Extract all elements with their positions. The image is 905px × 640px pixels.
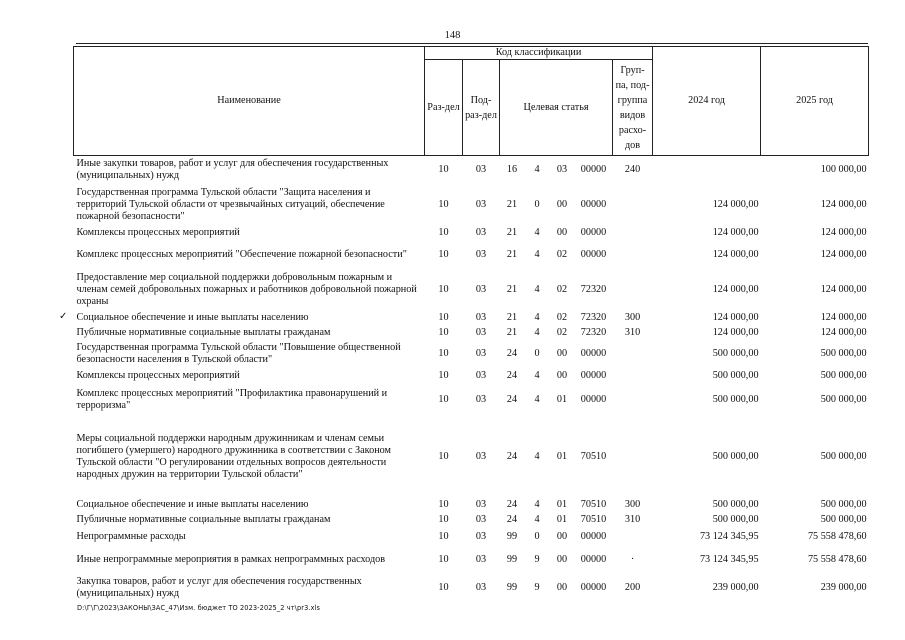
row-target-program: 24 <box>506 513 518 525</box>
row-target-direction: 70510 <box>580 450 607 462</box>
row-subsection: 03 <box>475 249 487 260</box>
row-section: 10 <box>438 498 449 510</box>
row-section: 10 <box>438 369 449 381</box>
table-row <box>74 311 869 326</box>
row-expense-group <box>613 417 653 497</box>
row-name: Государственная программа Тульской области "Защита населения и территорий Тульской области от чрезвычайных ситуаций, обеспечение пожарной безопасности" <box>76 187 385 222</box>
row-section: 10 <box>438 394 449 405</box>
table-row <box>74 497 869 513</box>
row-target-type: 4 <box>534 284 540 295</box>
row-name: Публичные нормативные социальные выплаты гражданам <box>76 513 331 525</box>
row-section: 10 <box>438 249 449 260</box>
row-target-program: 99 <box>506 582 518 593</box>
row-name: Иные непрограммные мероприятия в рамках непрограммных расходов <box>76 553 386 565</box>
row-name: Социальное обеспечение и иные выплаты населению <box>76 312 309 323</box>
row-target-subprogram: 01 <box>556 450 568 462</box>
row-section: 10 <box>438 199 449 210</box>
row-target-program: 21 <box>506 327 518 338</box>
row-name: Публичные нормативные социальные выплаты гражданам <box>76 327 331 338</box>
row-amount-2024: 500 000,00 <box>712 348 759 359</box>
row-expense-group <box>613 241 653 270</box>
row-target-type: 0 <box>534 348 540 359</box>
row-amount-2024 <box>653 156 761 185</box>
row-subsection: 03 <box>475 164 487 176</box>
row-target-type: 0 <box>534 531 540 542</box>
budget-table <box>73 46 869 605</box>
table-row <box>74 417 869 497</box>
row-target-type: 0 <box>534 199 540 210</box>
row-amount-2025: 100 000,00 <box>820 164 867 176</box>
row-section: 10 <box>438 312 449 323</box>
row-target-program: 24 <box>506 394 518 405</box>
row-subsection: 03 <box>475 513 487 525</box>
row-amount-2025: 75 558 478,60 <box>807 531 867 542</box>
row-amount-2024: 500 000,00 <box>712 450 759 462</box>
row-amount-2024: 239 000,00 <box>712 582 759 593</box>
row-target-subprogram: 03 <box>556 164 568 176</box>
row-section: 10 <box>438 553 449 565</box>
row-amount-2024: 73 124 345,95 <box>699 553 759 565</box>
header-name: Наименование <box>74 47 425 156</box>
row-amount-2025: 124 000,00 <box>820 227 867 238</box>
row-amount-2025: 500 000,00 <box>820 450 867 462</box>
row-target-subprogram: 02 <box>556 284 568 295</box>
row-target-program: 99 <box>506 531 518 542</box>
footer-file-path: D:\Г\Г\2023\ЗАКОНЫ\ЗАС_47\Изм. бюджет ТО 2023-2025_2 чт\pr3.xls <box>77 604 321 612</box>
row-target-subprogram: 00 <box>556 369 568 381</box>
row-amount-2025: 500 000,00 <box>820 348 867 359</box>
row-amount-2025: 124 000,00 <box>820 249 867 260</box>
row-subsection: 03 <box>475 498 487 510</box>
row-subsection: 03 <box>475 582 487 593</box>
row-name: Закупка товаров, работ и услуг для обеспечения государственных (муниципальных) нужд <box>76 576 362 599</box>
row-section: 10 <box>438 327 449 338</box>
row-target-direction: 00000 <box>580 348 607 359</box>
row-target-type: 4 <box>534 164 540 176</box>
row-target-direction: 72320 <box>580 312 607 323</box>
row-target-direction: 00000 <box>580 249 607 260</box>
row-name: Комплекс процессных мероприятий "Обеспечение пожарной безопасности" <box>76 249 407 260</box>
row-subsection: 03 <box>475 553 487 565</box>
row-expense-group: 300 <box>624 312 641 323</box>
row-target-program: 24 <box>506 450 518 462</box>
row-target-direction: 00000 <box>580 582 607 593</box>
table-row <box>74 270 869 311</box>
row-target-type: 4 <box>534 498 540 510</box>
row-amount-2025: 124 000,00 <box>820 327 867 338</box>
row-amount-2025: 500 000,00 <box>820 498 867 510</box>
row-name: Государственная программа Тульской области "Повышение общественной безопасности населения в Тульской области" <box>76 342 401 365</box>
row-target-type: 4 <box>534 327 540 338</box>
table-row <box>74 513 869 527</box>
row-expense-group: 300 <box>624 498 641 510</box>
row-amount-2025: 124 000,00 <box>820 199 867 210</box>
table-row <box>74 368 869 384</box>
row-amount-2024: 124 000,00 <box>712 327 759 338</box>
header-target-item: Целевая статья <box>500 60 613 156</box>
row-section: 10 <box>438 450 449 462</box>
row-section: 10 <box>438 348 449 359</box>
row-section: 10 <box>438 531 449 542</box>
row-amount-2024: 124 000,00 <box>712 312 759 323</box>
row-amount-2024: 124 000,00 <box>712 227 759 238</box>
row-target-type: 4 <box>534 312 540 323</box>
row-target-program: 24 <box>506 369 518 381</box>
row-amount-2024: 500 000,00 <box>712 394 759 405</box>
top-rule <box>76 43 868 44</box>
row-section: 10 <box>438 284 449 295</box>
row-target-direction: 00000 <box>580 531 607 542</box>
row-amount-2024: 500 000,00 <box>712 498 759 510</box>
row-amount-2024: 124 000,00 <box>712 284 759 295</box>
row-target-program: 21 <box>506 199 518 210</box>
header-classification-code: Код классификации <box>425 47 653 60</box>
row-name: Комплекс процессных мероприятий "Профилактика правонарушений и терроризма" <box>76 388 388 411</box>
row-target-direction: 00000 <box>580 199 607 210</box>
row-expense-group <box>613 270 653 311</box>
row-target-subprogram: 00 <box>556 531 568 542</box>
row-target-program: 24 <box>506 348 518 359</box>
row-amount-2024: 500 000,00 <box>712 369 759 381</box>
header-year-2024: 2024 год <box>653 47 761 156</box>
row-subsection: 03 <box>475 312 487 323</box>
row-target-direction: 00000 <box>580 553 607 565</box>
header-year-2025: 2025 год <box>761 47 869 156</box>
table-row <box>74 185 869 226</box>
row-target-program: 24 <box>506 498 518 510</box>
row-target-subprogram: 00 <box>556 553 568 565</box>
row-name: Комплексы процессных мероприятий <box>76 369 240 381</box>
row-name: Иные закупки товаров, работ и услуг для обеспечения государственных (муниципальных) нужд <box>76 158 389 182</box>
row-target-type: 9 <box>534 553 540 565</box>
row-target-type: 4 <box>534 369 540 381</box>
row-amount-2025: 500 000,00 <box>820 369 867 381</box>
row-expense-group: 310 <box>624 513 641 525</box>
row-name: Предоставление мер социальной поддержки добровольным пожарным и членам семей добровольных пожарных и работников добровольной пожарной охраны <box>76 272 417 307</box>
row-target-subprogram: 01 <box>556 394 568 405</box>
row-target-type: 4 <box>534 227 540 238</box>
row-target-program: 21 <box>506 249 518 260</box>
table-header <box>74 47 869 156</box>
row-target-program: 21 <box>506 312 518 323</box>
row-target-subprogram: 02 <box>556 327 568 338</box>
row-target-program: 21 <box>506 227 518 238</box>
row-target-subprogram: 02 <box>556 249 568 260</box>
row-target-program: 99 <box>506 553 518 565</box>
row-amount-2025: 239 000,00 <box>820 582 867 593</box>
row-target-direction: 00000 <box>580 369 607 381</box>
row-target-subprogram: 01 <box>556 513 568 525</box>
row-target-subprogram: 00 <box>556 582 568 593</box>
row-expense-group: · <box>630 553 635 565</box>
row-amount-2024: 124 000,00 <box>712 199 759 210</box>
row-subsection: 03 <box>475 348 487 359</box>
row-expense-group: 200 <box>624 582 641 593</box>
row-target-direction: 72320 <box>580 284 607 295</box>
row-amount-2024: 124 000,00 <box>712 249 759 260</box>
row-section: 10 <box>438 164 449 176</box>
row-target-subprogram: 00 <box>556 199 568 210</box>
table-body <box>74 156 869 605</box>
row-subsection: 03 <box>475 227 487 238</box>
row-amount-2024: 73 124 345,95 <box>699 531 759 542</box>
row-expense-group <box>613 185 653 226</box>
row-target-subprogram: 00 <box>556 227 568 238</box>
row-target-type: 4 <box>534 249 540 260</box>
row-amount-2025: 500 000,00 <box>820 394 867 405</box>
row-subsection: 03 <box>475 284 487 295</box>
row-target-subprogram: 02 <box>556 312 568 323</box>
row-target-program: 16 <box>506 164 518 176</box>
check-mark-icon: ✓ <box>59 311 68 322</box>
row-amount-2025: 500 000,00 <box>820 513 867 525</box>
row-target-direction: 00000 <box>580 164 607 176</box>
row-section: 10 <box>438 582 449 593</box>
header-section: Раз-дел <box>425 60 463 156</box>
row-expense-group: 310 <box>624 327 641 338</box>
row-target-subprogram: 00 <box>556 348 568 359</box>
row-subsection: 03 <box>475 327 487 338</box>
row-target-subprogram: 01 <box>556 498 568 510</box>
table-row <box>74 241 869 270</box>
row-expense-group <box>613 368 653 384</box>
row-amount-2025: 124 000,00 <box>820 312 867 323</box>
row-target-type: 4 <box>534 513 540 525</box>
row-subsection: 03 <box>475 369 487 381</box>
table-row <box>74 384 869 417</box>
table-row <box>74 548 869 572</box>
header-subsection: Под-раз-дел <box>463 60 500 156</box>
row-name: Комплексы процессных мероприятий <box>76 227 240 238</box>
table-row <box>74 326 869 341</box>
page-number: 148 <box>444 30 461 41</box>
row-target-direction: 70510 <box>580 513 607 525</box>
row-name: Непрограммные расходы <box>76 531 186 542</box>
table-row <box>74 226 869 241</box>
row-subsection: 03 <box>475 531 487 542</box>
row-subsection: 03 <box>475 394 487 405</box>
row-expense-group <box>613 341 653 368</box>
row-expense-group <box>613 527 653 548</box>
row-section: 10 <box>438 513 449 525</box>
row-section: 10 <box>438 227 449 238</box>
row-target-direction: 00000 <box>580 227 607 238</box>
row-target-type: 4 <box>534 394 540 405</box>
row-target-direction: 00000 <box>580 394 607 405</box>
table-row <box>74 527 869 548</box>
row-subsection: 03 <box>475 199 487 210</box>
table-row <box>74 156 869 185</box>
row-name: Социальное обеспечение и иные выплаты населению <box>76 498 309 510</box>
row-amount-2025: 75 558 478,60 <box>807 553 867 565</box>
row-target-type: 9 <box>534 582 540 593</box>
row-expense-group: 240 <box>624 164 641 176</box>
table-row <box>74 341 869 368</box>
row-target-direction: 70510 <box>580 498 607 510</box>
row-amount-2024: 500 000,00 <box>712 513 759 525</box>
table-row <box>74 572 869 605</box>
row-target-direction: 72320 <box>580 327 607 338</box>
row-amount-2025: 124 000,00 <box>820 284 867 295</box>
row-target-type: 4 <box>534 450 540 462</box>
row-name: Меры социальной поддержки народным дружинникам и членам семьи погибшего (умершего) народного дружинника в соответствии с Законом Тульской области "О регулировании отдельных вопросов деятельности народных дружин на территории Тульской области" <box>76 432 391 480</box>
row-target-program: 21 <box>506 284 518 295</box>
header-expense-group: Груп-па, под-группа видов расхо-дов <box>613 60 653 156</box>
row-subsection: 03 <box>475 450 487 462</box>
row-expense-group <box>613 384 653 417</box>
row-expense-group <box>613 226 653 241</box>
